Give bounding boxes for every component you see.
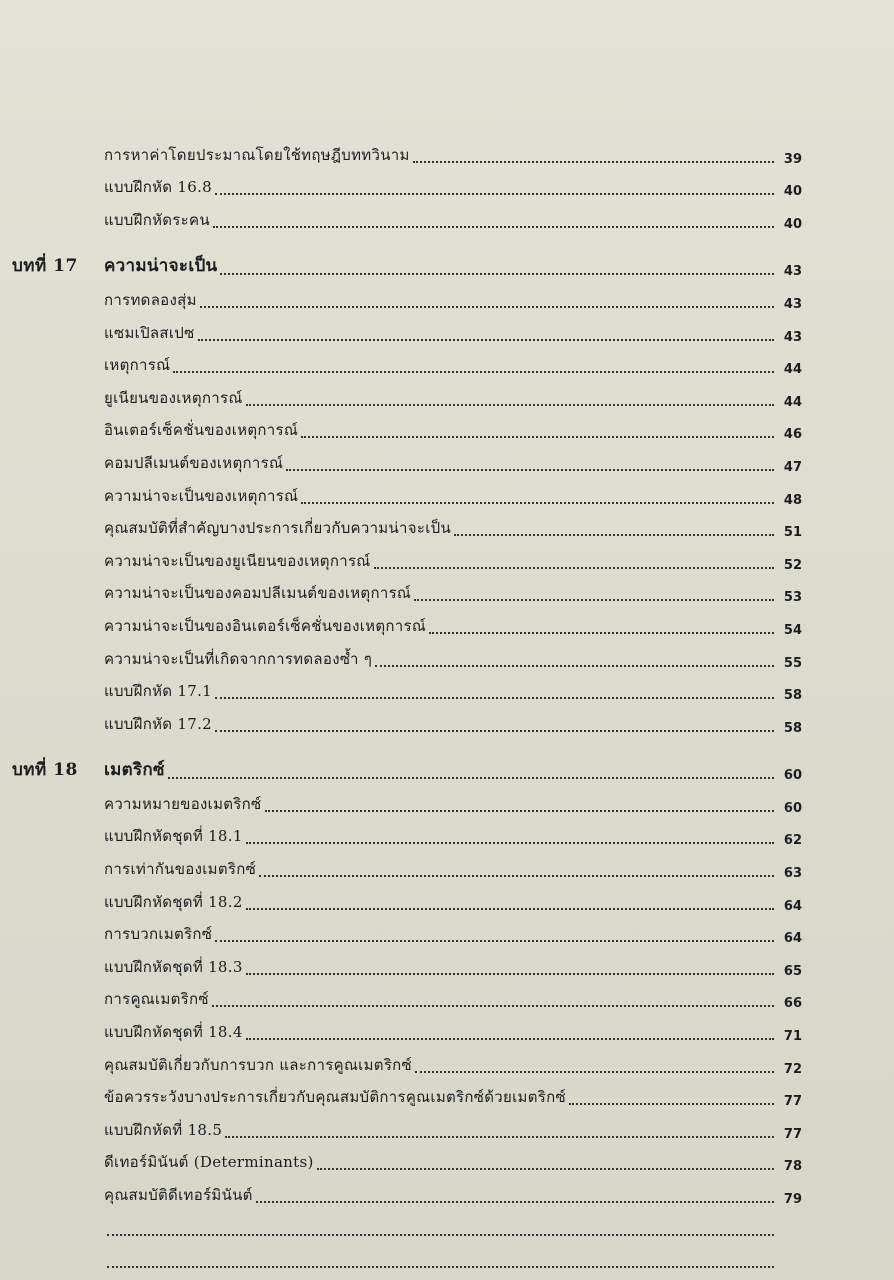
dot-leader xyxy=(301,436,774,438)
dot-leader xyxy=(374,567,774,569)
dot-leader xyxy=(220,273,774,275)
toc-entry-title: ยูเนียนของเหตุการณ์ xyxy=(104,388,243,407)
toc-entry xyxy=(0,283,894,316)
dot-leader xyxy=(168,777,774,779)
toc-entry-title: การทดลองสุ่ม xyxy=(104,290,197,309)
toc-entry-page: 58 xyxy=(783,688,802,704)
toc-entry-page: 77 xyxy=(783,1094,802,1110)
toc-entry xyxy=(0,885,894,918)
toc-entry xyxy=(0,479,894,512)
toc-entry xyxy=(0,203,894,236)
chapter-label: บทที่ 17 xyxy=(12,256,78,277)
toc-entry xyxy=(0,1048,894,1081)
dot-leader xyxy=(215,193,774,195)
dot-leader xyxy=(213,226,774,228)
toc-entry-title: คุณสมบัติที่สำคัญบางประการเกี่ยวกับความน่าจะเป็น xyxy=(104,519,452,538)
toc-entry-title: คอมปลีเมนต์ของเหตุการณ์ xyxy=(104,453,284,472)
toc-entry xyxy=(0,1244,894,1277)
dot-leader xyxy=(246,404,774,406)
dot-leader xyxy=(265,810,774,812)
chapter-label: บทที่ 18 xyxy=(12,760,78,781)
toc-entry-title: แบบฝึกหัดชุดที่ 18.3 xyxy=(104,957,243,976)
toc-entry xyxy=(0,609,894,642)
toc-entry-page: 44 xyxy=(783,362,802,378)
toc-entry-title: ความน่าจะเป็นของเหตุการณ์ xyxy=(104,486,299,505)
toc-entry-title: แบบฝึกหัด 16.8 xyxy=(104,178,212,197)
toc-entry-page: 77 xyxy=(783,1126,802,1142)
toc-entry xyxy=(0,950,894,983)
toc-entry-page: 55 xyxy=(783,655,802,671)
toc-entry xyxy=(0,852,894,885)
dot-leader xyxy=(215,940,774,942)
toc-entry-page: 63 xyxy=(783,866,802,882)
toc-entry-title: การคูณเมตริกซ์ xyxy=(104,990,209,1009)
toc-entry-page: 53 xyxy=(783,590,802,606)
dot-leader xyxy=(246,842,774,844)
toc-entry-page: 71 xyxy=(783,1029,802,1045)
dot-leader xyxy=(246,973,774,975)
toc-entry-title: แซมเปิลสเปซ xyxy=(104,323,195,342)
toc-entry-title: ความน่าจะเป็นของคอมปลีเมนต์ของเหตุการณ์ xyxy=(104,584,412,603)
dot-leader xyxy=(215,730,774,732)
dot-leader xyxy=(259,875,774,877)
toc-entry-page: 43 xyxy=(783,329,802,345)
toc-entry xyxy=(0,544,894,577)
chapter-title: เมตริกซ์ xyxy=(104,760,165,781)
dot-leader xyxy=(173,371,774,373)
toc-entry-page: 64 xyxy=(783,931,802,947)
toc-entry-title: การบวกเมตริกซ์ xyxy=(104,925,213,944)
toc-entry xyxy=(0,1146,894,1179)
dot-leader xyxy=(200,306,774,308)
toc-entry-title: คุณสมบัติดีเทอร์มินันต์ xyxy=(104,1186,253,1204)
dot-leader xyxy=(414,599,774,601)
dot-leader xyxy=(246,1038,774,1040)
toc-entry xyxy=(0,918,894,951)
toc-entry-title: อินเตอร์เซ็คชั่นของเหตุการณ์ xyxy=(104,421,299,440)
table-of-contents xyxy=(0,138,894,1276)
toc-entry xyxy=(0,414,894,447)
toc-entry-page: 51 xyxy=(783,525,802,541)
toc-entry-page: 47 xyxy=(783,459,802,475)
toc-chapter-17 xyxy=(0,251,894,284)
toc-entry-page: 40 xyxy=(783,216,802,232)
toc-entry-title: ความน่าจะเป็นของอินเตอร์เซ็คชั่นของเหตุการณ์ xyxy=(104,616,427,635)
toc-entry xyxy=(0,1113,894,1146)
toc-entry xyxy=(0,349,894,382)
dot-leader xyxy=(301,502,774,504)
toc-entry xyxy=(0,675,894,708)
toc-entry xyxy=(0,1178,894,1211)
toc-entry xyxy=(0,446,894,479)
toc-entry xyxy=(0,316,894,349)
dot-leader xyxy=(375,665,774,667)
toc-entry-page: 66 xyxy=(783,996,802,1012)
toc-entry-page: 52 xyxy=(783,557,802,573)
chapter-page: 60 xyxy=(783,768,802,784)
dot-leader xyxy=(454,534,774,536)
toc-entry-title: การเท่ากันของเมตริกซ์ xyxy=(104,860,257,879)
dot-leader xyxy=(215,697,774,699)
toc-entry xyxy=(0,512,894,545)
toc-entry-title: แบบฝึกหัด 17.2 xyxy=(104,714,212,733)
dot-leader xyxy=(107,1234,774,1236)
toc-entry xyxy=(0,138,894,171)
dot-leader xyxy=(246,908,774,910)
dot-leader xyxy=(413,161,774,163)
toc-entry-page: 65 xyxy=(783,963,802,979)
toc-entry-title: คุณสมบัติเกี่ยวกับการบวก และการคูณเมตริกซ์ xyxy=(104,1055,413,1074)
toc-chapter-18 xyxy=(0,755,894,788)
dot-leader xyxy=(256,1201,774,1203)
toc-entry xyxy=(0,820,894,853)
toc-entry-page: 58 xyxy=(783,720,802,736)
dot-leader xyxy=(225,1136,774,1138)
toc-entry-title: แบบฝึกหัดชุดที่ 18.1 xyxy=(104,827,243,846)
toc-entry-page: 72 xyxy=(783,1061,802,1077)
toc-entry-page: 40 xyxy=(783,184,802,200)
dot-leader xyxy=(429,632,774,634)
toc-entry-title: แบบฝึกหัดที่ 18.5 xyxy=(104,1120,223,1139)
chapter-page: 43 xyxy=(783,264,802,280)
toc-entry-page: 60 xyxy=(783,800,802,816)
dot-leader xyxy=(569,1103,774,1105)
toc-entry xyxy=(0,381,894,414)
toc-entry-title: แบบฝึกหัดระคน xyxy=(104,210,210,229)
toc-entry-page: 39 xyxy=(783,151,802,167)
toc-entry-title: แบบฝึกหัดชุดที่ 18.2 xyxy=(104,892,243,911)
toc-entry xyxy=(0,1015,894,1048)
toc-entry-page: 54 xyxy=(783,622,802,638)
toc-entry xyxy=(0,1211,894,1244)
toc-entry-title: ความน่าจะเป็นที่เกิดจากการทดลองซ้ำ ๆ xyxy=(104,649,373,668)
dot-leader xyxy=(212,1005,774,1007)
dot-leader xyxy=(286,469,774,471)
toc-entry-title: ดีเทอร์มินันต์ (Determinants) xyxy=(104,1153,314,1172)
toc-entry-page: 46 xyxy=(783,427,802,443)
toc-entry xyxy=(0,1081,894,1114)
toc-entry xyxy=(0,787,894,820)
toc-entry xyxy=(0,171,894,204)
dot-leader xyxy=(198,339,774,341)
toc-entry-page: 64 xyxy=(783,898,802,914)
toc-entry xyxy=(0,707,894,740)
toc-entry xyxy=(0,642,894,675)
dot-leader xyxy=(415,1071,774,1073)
toc-entry-page: 79 xyxy=(783,1192,802,1207)
toc-entry-page: 44 xyxy=(783,394,802,410)
dot-leader xyxy=(317,1168,774,1170)
toc-entry xyxy=(0,577,894,610)
toc-entry xyxy=(0,983,894,1016)
toc-entry-title: เหตุการณ์ xyxy=(104,356,171,375)
toc-entry-page: 48 xyxy=(783,492,802,508)
toc-entry-title: การหาค่าโดยประมาณโดยใช้ทฤษฎีบททวินาม xyxy=(104,145,410,164)
dot-leader xyxy=(107,1266,774,1268)
toc-entry-title: ข้อควรระวังบางประการเกี่ยวกับคุณสมบัติการคูณเมตริกซ์ด้วยเมตริกซ์ xyxy=(104,1088,566,1107)
toc-entry-page: 62 xyxy=(783,833,802,849)
toc-entry-page: 43 xyxy=(783,296,802,312)
toc-entry-title: ความน่าจะเป็นของยูเนียนของเหตุการณ์ xyxy=(104,551,371,570)
chapter-title: ความน่าจะเป็น xyxy=(104,256,218,277)
toc-entry-title: แบบฝึกหัด 17.1 xyxy=(104,682,212,701)
toc-entry-title: แบบฝึกหัดชุดที่ 18.4 xyxy=(104,1023,243,1042)
toc-entry-title: ความหมายของเมตริกซ์ xyxy=(104,794,262,813)
toc-entry-page: 78 xyxy=(783,1159,802,1175)
